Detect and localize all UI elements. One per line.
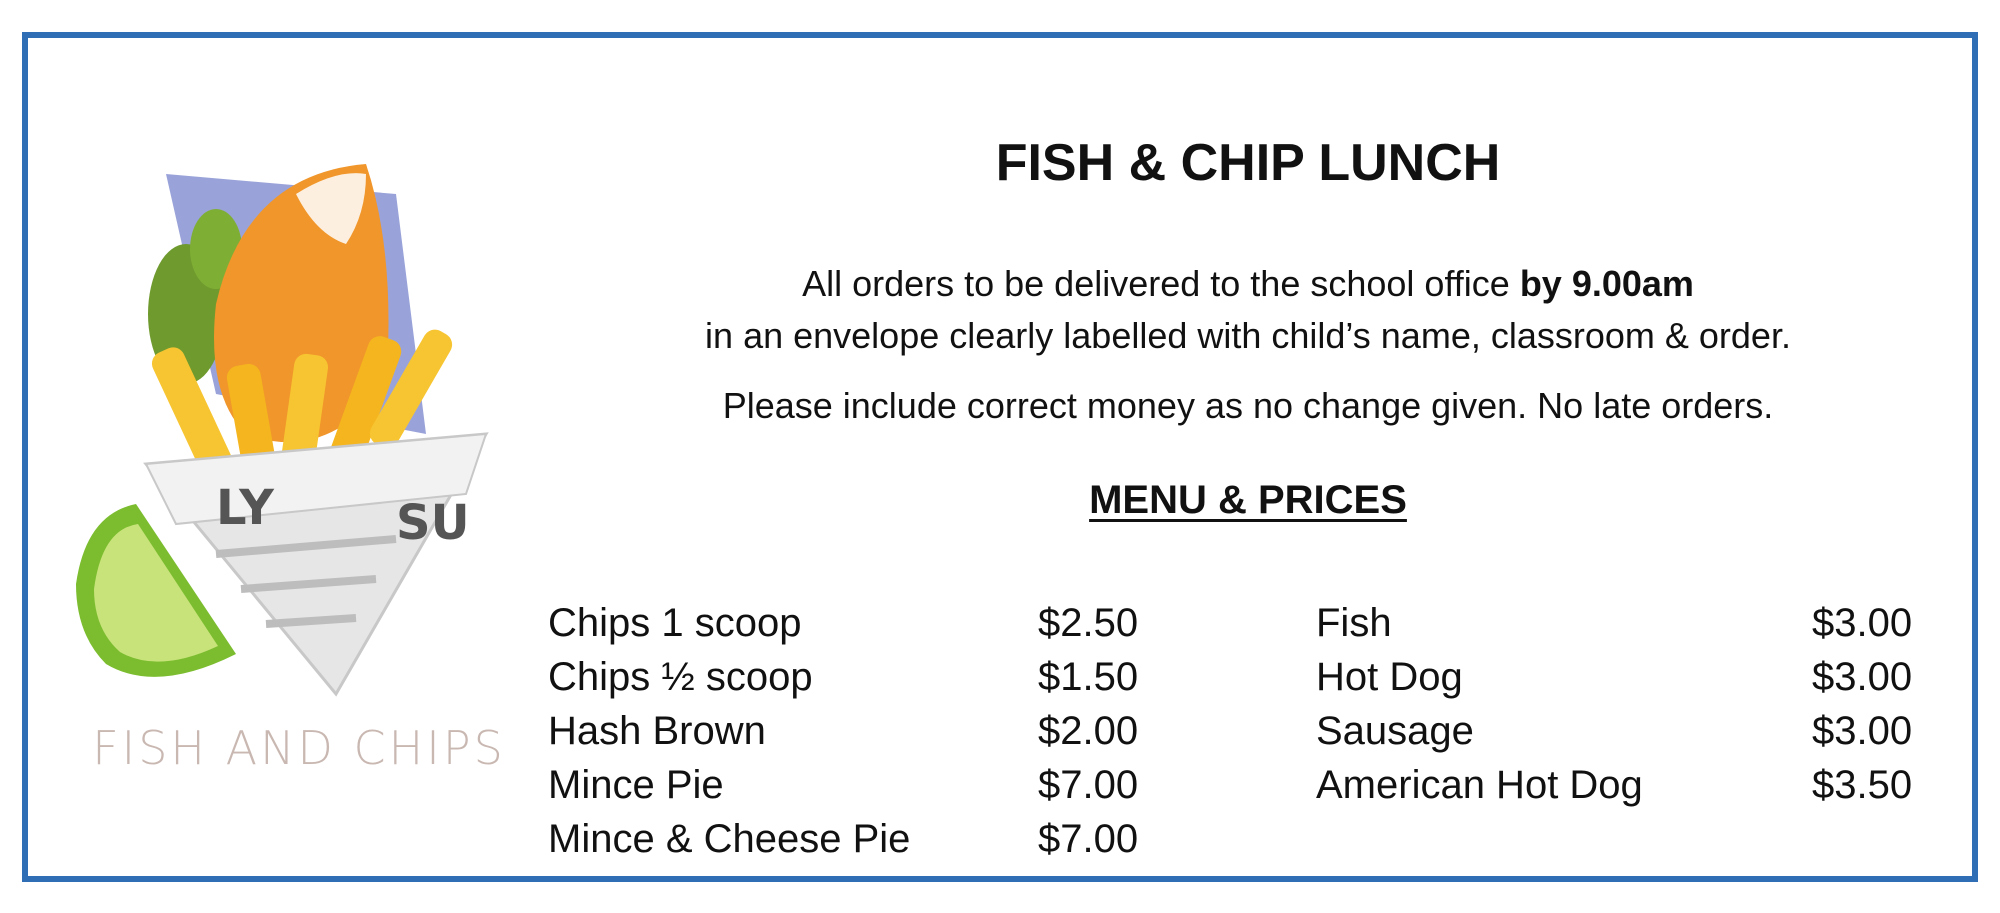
menu-item (548, 650, 1148, 704)
menu-item (548, 758, 1148, 812)
menu-item (1316, 704, 1936, 758)
wrapper-text-left: LY (216, 480, 274, 536)
menu-item (1316, 596, 1936, 650)
menu-item-price: $3.50 (1812, 763, 1913, 807)
menu-item (1316, 758, 1936, 812)
menu-item-price: $1.50 (1038, 655, 1139, 699)
menu-item-name: Chips ½ scoop (548, 655, 813, 699)
menu-item (548, 704, 1148, 758)
menu-item-price: $7.00 (1038, 817, 1139, 861)
menu-item-name: Hash Brown (548, 709, 766, 753)
fish-and-chips-image (66, 134, 532, 804)
menu-item-name: Sausage (1316, 709, 1474, 753)
flyer-frame (22, 32, 1978, 882)
menu-item (1316, 650, 1936, 704)
envelope-instructions: in an envelope clearly labelled with child’s name, classroom & order. (705, 315, 1791, 356)
fish-and-chips-illustration (66, 134, 532, 804)
menu-heading: MENU & PRICES (1089, 478, 1407, 522)
menu-item-name: Fish (1316, 601, 1392, 645)
delivery-notice-text: All orders to be delivered to the school office (802, 263, 1520, 304)
menu-item-price: $3.00 (1812, 709, 1913, 753)
menu-item-name: Hot Dog (1316, 655, 1463, 699)
wrapper-text-right: SU (396, 495, 470, 551)
payment-notice: Please include correct money as no change given. No late orders. (722, 385, 1774, 426)
page-title: FISH & CHIP LUNCH (995, 134, 1501, 192)
menu-item (548, 812, 1148, 866)
menu-item-name: American Hot Dog (1316, 763, 1643, 807)
menu-item-price: $3.00 (1812, 601, 1913, 645)
menu-item-name: Chips 1 scoop (548, 601, 802, 645)
delivery-notice (548, 258, 1948, 362)
menu-item (548, 596, 1148, 650)
menu-list-left (548, 596, 1148, 866)
menu-item-price: $2.00 (1038, 709, 1139, 753)
menu-item-name: Mince Pie (548, 763, 724, 807)
menu-item-price: $2.50 (1038, 601, 1139, 645)
illustration-caption: FISH AND CHIPS (92, 721, 506, 775)
menu-item-price: $7.00 (1038, 763, 1139, 807)
delivery-deadline: by 9.00am (1519, 263, 1694, 304)
menu-item-price: $3.00 (1812, 655, 1913, 699)
menu-item-name: Mince & Cheese Pie (548, 817, 911, 861)
menu-list-right (1316, 596, 1936, 812)
